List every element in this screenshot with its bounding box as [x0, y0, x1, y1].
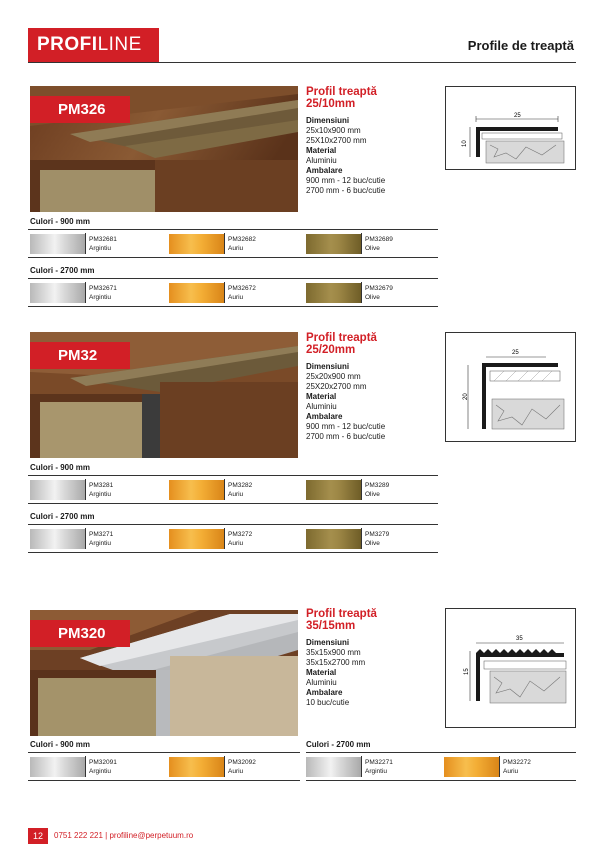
drawing-height-label: 10 — [462, 140, 468, 147]
drawing-height-label: 20 — [463, 393, 469, 400]
swatch-caption — [228, 481, 252, 499]
color-swatch-olive — [306, 234, 361, 254]
dimension-value: 25x10x900 mm — [306, 126, 361, 135]
packaging-value: 10 buc/cutie — [306, 698, 350, 707]
swatch-name: Argintiu — [89, 245, 112, 252]
swatch-name: Argintiu — [89, 294, 112, 301]
swatch-divider — [499, 756, 500, 777]
swatch-divider — [85, 233, 86, 254]
swatch-code: PM3282 — [228, 482, 253, 489]
material-value: Aluminiu — [306, 156, 337, 165]
swatch-name: Argintiu — [365, 768, 388, 775]
swatch-caption — [365, 530, 389, 548]
swatch-name: Argintiu — [89, 491, 112, 498]
color-swatch-silver — [30, 757, 85, 777]
swatch-code: PM32092 — [228, 759, 256, 766]
swatch-name: Auriu — [228, 245, 244, 252]
swatch-caption — [228, 235, 256, 253]
color-swatch-gold — [169, 757, 224, 777]
row-divider — [28, 229, 438, 230]
page-title: Profile de treaptă — [467, 38, 574, 53]
product-info-pm32 — [306, 332, 436, 442]
swatch-caption — [89, 530, 113, 548]
packaging-label: Ambalare — [306, 412, 343, 421]
brand-logo — [28, 28, 159, 62]
colors-2700-label: Culori - 2700 mm — [30, 266, 95, 275]
swatch-code: PM32681 — [89, 236, 117, 243]
swatch-divider — [224, 282, 225, 303]
drawing-height-label: 15 — [464, 668, 470, 675]
swatch-divider — [85, 528, 86, 549]
swatch-divider — [85, 756, 86, 777]
product-title-line1: Profil treaptă — [306, 86, 377, 98]
product-title-line2: 25/10mm — [306, 98, 356, 110]
colors-2700-label: Culori - 2700 mm — [306, 740, 371, 749]
swatch-divider — [85, 282, 86, 303]
swatch-divider — [224, 479, 225, 500]
swatch-code: PM32272 — [503, 759, 531, 766]
dimension-value: 35x15x900 mm — [306, 648, 361, 657]
dimensions-label: Dimensiuni — [306, 116, 350, 125]
color-swatch-silver — [30, 234, 85, 254]
row-divider — [28, 752, 300, 753]
product-title — [306, 86, 436, 110]
swatch-caption — [89, 235, 117, 253]
swatch-divider — [361, 756, 362, 777]
row-divider — [28, 503, 438, 504]
swatch-caption — [365, 758, 393, 776]
swatch-name: Auriu — [228, 294, 244, 301]
swatch-caption — [365, 235, 393, 253]
packaging-value: 900 mm - 12 buc/cutie — [306, 422, 386, 431]
color-swatch-olive — [306, 529, 361, 549]
swatch-name: Auriu — [503, 768, 519, 775]
packaging-value: 2700 mm - 6 buc/cutie — [306, 432, 386, 441]
color-swatch-olive — [306, 283, 361, 303]
colors-2700-label: Culori - 2700 mm — [30, 512, 95, 521]
color-swatch-gold — [444, 757, 499, 777]
swatch-divider — [85, 479, 86, 500]
swatch-caption — [365, 481, 389, 499]
swatch-name: Olive — [365, 540, 380, 547]
packaging-value: 2700 mm - 6 buc/cutie — [306, 186, 386, 195]
row-divider — [28, 257, 438, 258]
swatch-caption — [365, 284, 393, 302]
drawing-width-label: 25 — [514, 113, 521, 119]
drawing-width-label: 25 — [512, 350, 519, 356]
swatch-code: PM3281 — [89, 482, 114, 489]
swatch-code: PM3272 — [228, 531, 253, 538]
swatch-code: PM3289 — [365, 482, 390, 489]
product-title-line1: Profil treaptă — [306, 608, 377, 620]
page-number: 12 — [28, 828, 48, 844]
swatch-name: Argintiu — [89, 768, 112, 775]
swatch-name: Auriu — [228, 540, 244, 547]
product-title — [306, 608, 436, 632]
color-swatch-silver — [30, 283, 85, 303]
swatch-divider — [361, 233, 362, 254]
swatch-name: Olive — [365, 491, 380, 498]
row-divider — [28, 475, 438, 476]
logo-bold-text: PROFI — [37, 34, 98, 55]
material-label: Material — [306, 392, 337, 401]
swatch-code: PM32672 — [228, 285, 256, 292]
swatch-code: PM32682 — [228, 236, 256, 243]
packaging-label: Ambalare — [306, 166, 343, 175]
swatch-divider — [361, 282, 362, 303]
header-divider — [28, 62, 576, 63]
swatch-caption — [503, 758, 531, 776]
product-photo-pm326 — [30, 86, 298, 212]
product-info-pm320 — [306, 608, 436, 708]
swatch-caption — [228, 530, 252, 548]
color-swatch-gold — [169, 283, 224, 303]
color-swatch-gold — [169, 234, 224, 254]
row-divider — [28, 306, 438, 307]
product-title-line2: 35/15mm — [306, 620, 356, 632]
swatch-name: Olive — [365, 245, 380, 252]
swatch-code: PM3279 — [365, 531, 390, 538]
row-divider — [28, 780, 300, 781]
swatch-code: PM32091 — [89, 759, 117, 766]
color-swatch-silver — [30, 480, 85, 500]
row-divider — [28, 552, 438, 553]
product-info-pm326 — [306, 86, 436, 196]
swatch-name: Auriu — [228, 768, 244, 775]
swatch-code: PM3271 — [89, 531, 114, 538]
material-label: Material — [306, 668, 337, 677]
technical-drawing-pm32 — [445, 332, 576, 442]
logo-thin-text: LINE — [97, 34, 142, 55]
color-swatch-olive — [306, 480, 361, 500]
dimension-value: 25x20x900 mm — [306, 372, 361, 381]
swatch-caption — [228, 284, 256, 302]
packaging-label: Ambalare — [306, 688, 343, 697]
swatch-code: PM32679 — [365, 285, 393, 292]
dimensions-label: Dimensiuni — [306, 362, 350, 371]
row-divider — [28, 524, 438, 525]
drawing-width-label: 35 — [516, 636, 523, 642]
color-swatch-gold — [169, 480, 224, 500]
swatch-divider — [361, 528, 362, 549]
swatch-caption — [89, 758, 117, 776]
swatch-divider — [361, 479, 362, 500]
dimension-value: 25X10x2700 mm — [306, 136, 367, 145]
swatch-name: Auriu — [228, 491, 244, 498]
swatch-name: Argintiu — [89, 540, 112, 547]
product-title-line1: Profil treaptă — [306, 332, 377, 344]
color-swatch-silver — [306, 757, 361, 777]
product-code-badge: PM326 — [30, 96, 130, 123]
dimension-value: 25X20x2700 mm — [306, 382, 367, 391]
row-divider — [306, 752, 576, 753]
product-title — [306, 332, 436, 356]
color-swatch-gold — [169, 529, 224, 549]
swatch-divider — [224, 233, 225, 254]
product-photo-pm320 — [30, 610, 298, 736]
technical-drawing-pm320 — [445, 608, 576, 728]
swatch-divider — [224, 756, 225, 777]
product-code-badge: PM320 — [30, 620, 130, 647]
swatch-caption — [89, 481, 113, 499]
colors-900-label: Culori - 900 mm — [30, 463, 91, 472]
color-swatch-silver — [30, 529, 85, 549]
technical-drawing-pm326 — [445, 86, 576, 170]
material-value: Aluminiu — [306, 402, 337, 411]
swatch-divider — [224, 528, 225, 549]
row-divider — [28, 278, 438, 279]
product-photo-pm32 — [30, 332, 298, 458]
dimension-value: 35x15x2700 mm — [306, 658, 366, 667]
dimensions-label: Dimensiuni — [306, 638, 350, 647]
product-code-badge: PM32 — [30, 342, 130, 369]
product-title-line2: 25/20mm — [306, 344, 356, 356]
swatch-name: Olive — [365, 294, 380, 301]
colors-900-label: Culori - 900 mm — [30, 740, 91, 749]
footer-contact[interactable]: 0751 222 221 | profiline@perpetuum.ro — [54, 831, 194, 840]
material-value: Aluminiu — [306, 678, 337, 687]
swatch-caption — [228, 758, 256, 776]
swatch-code: PM32671 — [89, 285, 117, 292]
colors-900-label: Culori - 900 mm — [30, 217, 91, 226]
swatch-caption — [89, 284, 117, 302]
row-divider — [306, 780, 576, 781]
material-label: Material — [306, 146, 337, 155]
packaging-value: 900 mm - 12 buc/cutie — [306, 176, 386, 185]
swatch-code: PM32271 — [365, 759, 393, 766]
swatch-code: PM32689 — [365, 236, 393, 243]
